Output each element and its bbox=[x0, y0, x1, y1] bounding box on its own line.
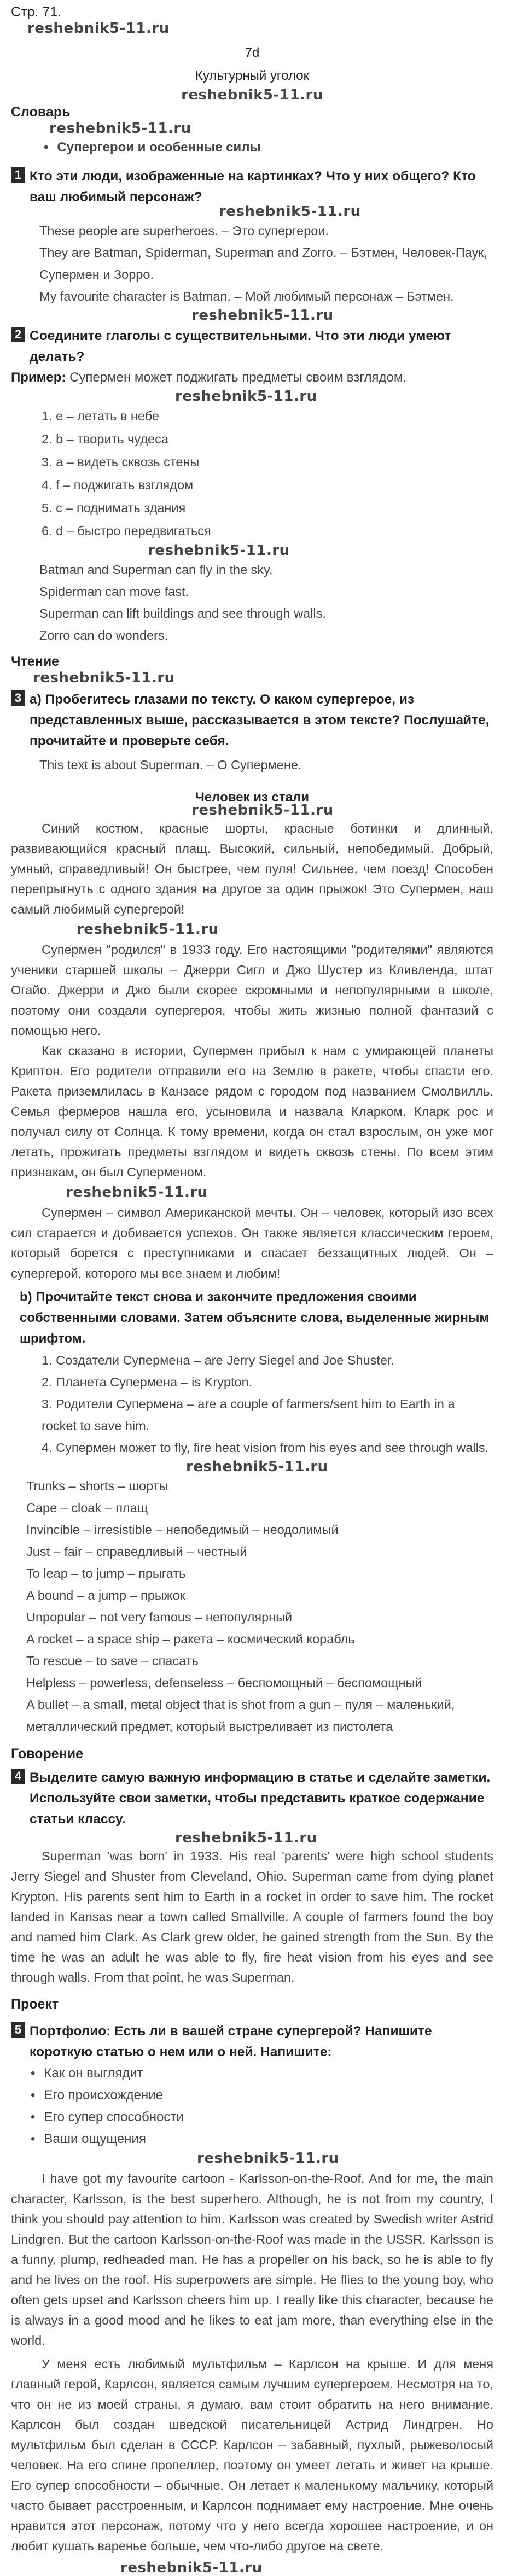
task-4-summary bbox=[11, 1846, 493, 1988]
task-2-matches bbox=[11, 405, 493, 542]
completion-line: 3. Родители Супермена – are a couple of farmers/sent him to Earth in a rocket to save him. bbox=[42, 1397, 455, 1433]
sentence-line: Batman and Superman can fly in the sky. bbox=[39, 563, 273, 577]
essay-en: I have got my favourite cartoon - Karlsson-on-the-Roof. And for me, the main character, Karlsson, is the best superhero. Although, he is not from my country, I think you should pay attention to him. Karlsson was created by Swedish writer Astrid Lindgren. But the cartoon Karlsson-on-the-Roof was made in the USSR. Karlsson is a funny, plump, redheaded man. He has a propeller on his back, so he is able to fly and he lives on the roof. His superpowers are simple. He flies to the young boy, who often gets upset and Karlsson cheers him up. I really like this character, because he is always in a good mood and he likes to eat jam more, than everything else in the world. bbox=[11, 2171, 493, 2347]
task-5-bullets bbox=[11, 2063, 493, 2150]
bullet-item: • Как он выглядит bbox=[44, 2063, 493, 2085]
reading-heading: Чтение bbox=[11, 654, 60, 669]
sentence-line: Superman can lift buildings and see through walls. bbox=[39, 606, 326, 620]
match-line: 1. e – летать в небе bbox=[42, 409, 159, 423]
task-number: 1 bbox=[11, 167, 25, 183]
task-3-part-b: b) Прочитайте текст снова и закончите предложения своими собственными словами. Затем объясните слова, выделенные жирным шрифтом. bbox=[20, 1290, 490, 1346]
task-question: Портфолио: Есть ли в вашей стране супергерой? Напишите короткую статью о нем или о ней. Напишите: bbox=[30, 2024, 432, 2059]
answer-line: They are Batman, Spiderman, Superman and Zorro. – Бэтмен, Человек-Паук, Супермен и Зорро. bbox=[39, 245, 488, 282]
task-1-answers bbox=[11, 220, 493, 307]
task-3-vocabulary bbox=[11, 1475, 493, 1737]
bullet-item: • Его супер способности bbox=[44, 2106, 493, 2128]
completion-line: 2. Планета Супермена – is Krypton. bbox=[42, 1375, 253, 1389]
vocab-line: A rocket – a space ship – ракета – космический корабль bbox=[26, 1632, 355, 1646]
match-line: 6. d – быстро передвигаться bbox=[42, 524, 211, 538]
example-text: Супермен может поджигать предметы своим взглядом. bbox=[69, 370, 406, 385]
example-label: Пример: bbox=[11, 370, 66, 385]
watermark: reshebnik5-11.ru bbox=[219, 203, 361, 220]
completion-line: 1. Создатели Супермена – are Jerry Siegel and Joe Shuster. bbox=[42, 1353, 395, 1367]
essay-ru: У меня есть любимый мультфильм – Карлсон на крыше. И для меня главный герой, Карлсон, является самым лучшим супергероем. Несмотря на то, что он не из моей страны, я думаю, вам стоит обратить на него внимание. Карлсон был создан шведской писательницей Астрид Линдгрен. Но мультфильм был сделан в СССР. Карлсон – забавный, пухлый, рыжеволосый человек. На его спине пропеллер, поэтому он умеет летать и живет на крыше. Его супер способности – обычные. Он летает к маленькому мальчику, который часто бывает расстроенным, и Карлсон поднимает ему настроение. Мне очень нравится этот персонаж, потому что у него всегда хорошее настроение, и он любит кушать варенье больше, чем что-либо другое на свете. bbox=[11, 2357, 493, 2553]
reading-paragraph: Синий костюм, красные шорты, красные ботинки и длинный, развивающийся красный плащ. Высокий, сильный, непобедимый. Добрый, умный, справедливый! Он быстрее, чем пуля! Сильнее, чем поезд! Способен перепрыгнуть с одного здания на другое за один прыжок! Это Супермен, наш самый любимый супергерой! bbox=[11, 821, 493, 916]
match-line: 5. c – поднимать здания bbox=[42, 501, 186, 515]
watermark-row bbox=[11, 20, 493, 36]
task-number: 2 bbox=[11, 327, 25, 342]
watermark: reshebnik5-11.ru bbox=[175, 1830, 317, 1846]
answer-line: My favourite character is Batman. – Мой любимый персонаж – Бэтмен. bbox=[39, 289, 454, 303]
task-3-completions bbox=[11, 1349, 493, 1459]
watermark: reshebnik5-11.ru bbox=[66, 1184, 208, 1201]
vocab-heading: Словарь bbox=[11, 104, 71, 120]
vocab-line: Trunks – shorts – шорты bbox=[26, 1479, 168, 1493]
vocab-line: Cape – cloak – плащ bbox=[26, 1501, 148, 1515]
task-number: 3 bbox=[11, 690, 25, 706]
task-question: Соедините глаголы с существительными. Что эти люди умеют делать? bbox=[30, 329, 451, 364]
answer-line: These people are superheroes. – Это супергерои. bbox=[39, 224, 329, 238]
vocab-line: Just – fair – справедливый – честный bbox=[26, 1544, 247, 1559]
sentence-line: Spiderman can move fast. bbox=[39, 584, 189, 599]
watermark: reshebnik5-11.ru bbox=[175, 388, 317, 405]
task-5 bbox=[11, 2021, 493, 2063]
project-heading: Проект bbox=[11, 1997, 59, 2012]
vocab-line: To rescue – to save – спасать bbox=[26, 1654, 199, 1668]
task-1 bbox=[11, 166, 493, 208]
bullet-item: • Его происхождение bbox=[44, 2085, 493, 2106]
reading-text bbox=[11, 818, 493, 1284]
watermark: reshebnik5-11.ru bbox=[191, 802, 334, 818]
task-question: а) Пробегитесь глазами по тексту. О каком супергерое, из представленных выше, рассказывается в этом тексте? Послушайте, прочитайте и проверьте себя. bbox=[30, 692, 490, 748]
watermark: reshebnik5-11.ru bbox=[77, 921, 219, 938]
page-heading: Культурный уголок bbox=[195, 68, 310, 83]
page-label: Стр. 71. bbox=[11, 4, 62, 20]
task-question: Кто эти люди, изображенные на картинках? Что у них общего? Кто ваш любимый персонаж? bbox=[30, 169, 476, 204]
completion-line: 4. Супермен может to fly, fire heat vision from his eyes and see through walls. bbox=[42, 1441, 489, 1455]
watermark: reshebnik5-11.ru bbox=[33, 670, 175, 686]
task-5-essay bbox=[11, 2169, 493, 2556]
reading-paragraph: Супермен "родился" в 1933 году. Его настоящими "родителями" являются ученики старшей школы – Джерри Сигл и Джо Шустер из Кливленда, штат Огайо. Джерри и Джо были скорее скромными и непопулярными в школе, поэтому они создали супергероя, чтобы жить жизнью полной фантазий с помощью него. bbox=[11, 942, 493, 1038]
watermark: reshebnik5-11.ru bbox=[120, 2560, 263, 2576]
watermark: reshebnik5-11.ru bbox=[186, 1459, 328, 1475]
match-line: 4. f – поджигать взглядом bbox=[42, 478, 194, 492]
task-4 bbox=[11, 1767, 493, 1830]
text-title-label: Человек из стали bbox=[195, 790, 310, 805]
summary-text: Superman 'was born' in 1933. His real 'parents' were high school students Jerry Siegel and Shuster from Cleveland, Ohio. Superman came from dying planet Krypton. His parents sent him to Earth in a rocket in order to save him. The rocket landed in Kansas near a town called Smallville. A couple of farmers found the boy and named him Clark. As Clark grew older, he gained strength from the Sun. By the time he was an adult he was able to fly, fire heat vision from his eyes and see through walls. From that point, he was Superman. bbox=[11, 1849, 493, 1984]
vocab-line: Helpless – powerless, defenseless – беспомощный – беспомощный bbox=[26, 1676, 422, 1690]
task-number: 4 bbox=[11, 1769, 25, 1784]
vocab-line: Invincible – irresistible – непобедимый – неодолимый bbox=[26, 1523, 339, 1537]
task-number: 5 bbox=[11, 2022, 25, 2038]
vocab-line: To leap – to jump – прыгать bbox=[26, 1566, 186, 1580]
vocab-bullet-list bbox=[11, 137, 493, 159]
watermark: reshebnik5-11.ru bbox=[197, 2150, 339, 2167]
sentence-line: Zorro can do wonders. bbox=[39, 628, 168, 642]
task-2-example bbox=[11, 367, 493, 388]
watermark: reshebnik5-11.ru bbox=[181, 87, 323, 103]
watermark: reshebnik5-11.ru bbox=[49, 120, 191, 137]
bullet-item: • Ваши ощущения bbox=[44, 2128, 493, 2150]
task-3 bbox=[11, 689, 493, 752]
vocab-line: Unpopular – not very famous – непопулярный bbox=[26, 1610, 293, 1624]
vocab-bullet: • Супергерои и особенные силы bbox=[57, 137, 493, 159]
task-3-answer: This text is about Superman. – О Супермене. bbox=[39, 758, 302, 772]
reading-paragraph: Супермен – символ Американской мечты. Он – человек, который изо всех сил старается и добивается успехов. Он также является классическим героем, который борется с преступниками и спасает беззащитных людей. Он – супергерой, которого мы все знаем и любим! bbox=[11, 1205, 493, 1280]
match-line: 3. a – видеть сквозь стены bbox=[42, 455, 200, 469]
speaking-heading: Говорение bbox=[11, 1746, 84, 1761]
watermark: reshebnik5-11.ru bbox=[27, 20, 170, 37]
vocab-line: A bound – a jump – прыжок bbox=[26, 1588, 185, 1602]
reading-paragraph: Как сказано в истории, Супермен прибыл к нам с умирающей планеты Криптон. Его родители отправили его на Землю в ракете, чтобы спасти его. Ракета приземлилась в Канзасе рядом с городом под названием Смолвилль. Семья фермеров нашла его, усыновила и назвала Кларком. Кларк рос и получал силу от Солнца. К тому времени, когда он стал взрослым, он уже мог летать, прожигать предметы взглядом и видеть сквозь стены. По всем этим признакам, он был Суперменом. bbox=[11, 1044, 493, 1179]
task-2-sentences bbox=[11, 559, 493, 646]
watermark: reshebnik5-11.ru bbox=[191, 307, 334, 324]
task-question: Выделите самую важную информацию в статье и сделайте заметки. Используйте свои заметки, чтобы представить краткое содержание статьи классу. bbox=[30, 1770, 491, 1826]
vocab-line: A bullet – a small, metal object that is shot from a gun – пуля – маленький, металлический предмет, который выстреливает из пистолета bbox=[26, 1697, 455, 1734]
match-line: 2. b – творить чудеса bbox=[42, 432, 168, 446]
task-2 bbox=[11, 326, 493, 367]
watermark: reshebnik5-11.ru bbox=[148, 542, 290, 559]
unit-label: 7d bbox=[245, 45, 260, 60]
